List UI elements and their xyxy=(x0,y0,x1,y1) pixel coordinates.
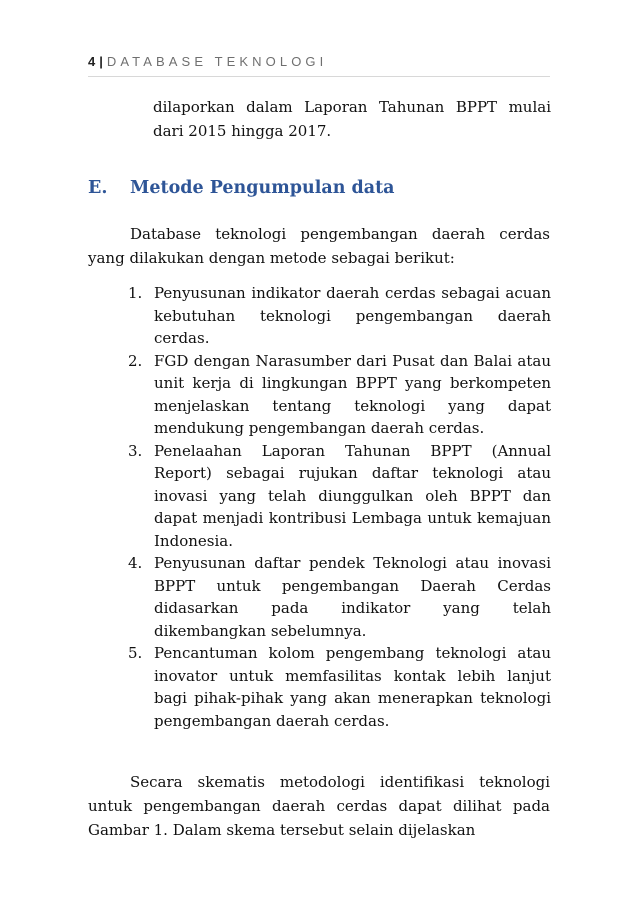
list-item xyxy=(128,440,551,553)
list-item-text: Penelaahan Laporan Tahunan BPPT (Annual Report) sebagai rujukan daftar teknologi atau inovasi yang telah diunggulkan oleh BPPT dan dapat menjadi kontribusi Lembaga untuk kemajuan Indonesia. xyxy=(154,441,551,550)
running-title: DATABASE TEKNOLOGI xyxy=(106,54,328,69)
list-item xyxy=(128,642,551,732)
list-item xyxy=(128,552,551,642)
section-heading xyxy=(88,176,550,200)
section-title: Metode Pengumpulan data xyxy=(130,178,395,198)
list-item-text: FGD dengan Narasumber dari Pusat dan Balai atau unit kerja di lingkungan BPPT yang berkompeten menjelaskan tentang teknologi yang dapat mendukung pengembangan daerah cerdas. xyxy=(154,351,551,437)
list-item-number: 5. xyxy=(128,644,143,662)
page-number: 4 xyxy=(88,54,96,69)
section-letter: E. xyxy=(88,178,108,198)
list-item-number: 4. xyxy=(128,554,143,572)
list-item xyxy=(128,350,551,440)
header-separator: | xyxy=(99,54,103,69)
list-item-text: Penyusunan daftar pendek Teknologi atau inovasi BPPT untuk pengembangan Daerah Cerdas didasarkan pada indikator yang telah dikembangkan sebelumnya. xyxy=(154,554,551,640)
intro-continuation: dilaporkan dalam Laporan Tahunan BPPT mulai dari 2015 hingga 2017. xyxy=(153,98,551,140)
closing-paragraph: Secara skematis metodologi identifikasi teknologi untuk pengembangan daerah cerdas dapat dilihat pada Gambar 1. Dalam skema tersebut selain dijelaskan xyxy=(88,773,550,839)
page-header xyxy=(88,52,550,77)
list-item-number: 2. xyxy=(128,351,143,370)
section-intro-paragraph: Database teknologi pengembangan daerah cerdas yang dilakukan dengan metode sebagai berikut: xyxy=(88,225,550,267)
method-list xyxy=(128,282,551,732)
list-item-text: Penyusunan indikator daerah cerdas sebagai acuan kebutuhan teknologi pengembangan daerah cerdas. xyxy=(154,284,551,347)
list-item-number: 1. xyxy=(128,284,143,302)
list-item-number: 3. xyxy=(128,441,143,460)
list-item xyxy=(128,282,551,350)
list-item-text: Pencantuman kolom pengembang teknologi atau inovator untuk memfasilitas kontak lebih lanjut bagi pihak-pihak yang akan menerapkan teknologi pengembangan daerah cerdas. xyxy=(154,644,551,730)
